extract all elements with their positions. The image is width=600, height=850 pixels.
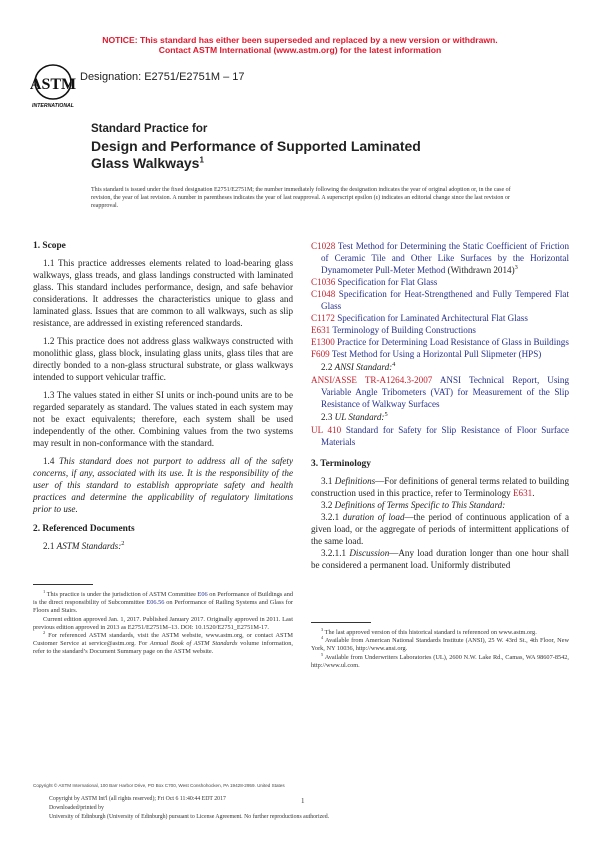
ref-title[interactable]: ANSI Technical Report, Using Variable Angle Tribometers (VAT) for Measurement of the Slip Resistance of Walkway Surfaces [321,375,569,409]
para-1-1: 1.1 This practice addresses elements related to load-bearing glass walkways, glass treads, and glass landings constructed with laminated glass. This standard includes performance, design, and safe behavior considerations. It addresses the characteristics unique to glass and laminated glass. Issues that are common to all walkways, such as slip resistance, are addressed in existing referenced standards. [33,258,293,328]
page-number: 1 [301,797,305,805]
para-num: 3.2.1.1 [321,548,347,558]
fn-text: The last approved version of this historical standard is referenced on www.astm.org. [324,629,537,636]
ref-code[interactable]: C1172 [311,313,335,323]
fn-text: on Performance of Railing Systems and Glass for Floors and Stairs. [33,599,294,615]
fn-text: This practice is under the jurisdiction of ASTM Committee [46,591,198,598]
footnote-2: $^2$ For referenced ASTM standards, visit the ASTM website, www.astm.org, or contact ASTM Customer Service at service@astm.org. For Annual Book of ASTM Standards volume information, refer to the standard’s Document Summary page on the ASTM website. [33,629,294,656]
astm-reference-item[interactable] [311,312,569,324]
para-text: —For definitions of general terms related to building construction used in this practice, refer to Terminology [311,476,569,498]
document-title [91,122,421,172]
footnote-ref[interactable]: 5 [384,410,388,418]
ref-code[interactable]: E1300 [311,337,335,347]
ref-code[interactable]: C1036 [311,277,336,287]
para-1-3: 1.3 The values stated in either SI units or inch-pound units are to be regarded separately as standard. The values stated in each system may not be exact equivalents; therefore, each system shall be used independently of the other. Combining values from the two systems may result in non-conformance with the standard. [33,390,293,448]
footnote-3: $^3$ The last approved version of this historical standard is referenced on www.astm.org. [321,626,537,636]
para-1-2: 1.2 This practice does not address glass walkways constructed with monolithic glass, glass block, insulating glass units, glass tiles that are directly bonded to a non-glass structural substrate, or glass walkways intended to support vehicular traffic. [33,336,293,382]
para-num: 3.2 [321,500,333,510]
para-num: 3.1 [321,476,333,486]
para-text: —Any load duration longer than one hour shall be considered a permanent load. Uniformly distributed [311,548,569,570]
left-column [33,240,293,558]
para-num: 1.4 [43,456,55,466]
footnote-1: $^1$ This practice is under the jurisdiction of ASTM Committee E06 on Performance of Buildings and is the direct responsibility of Subcommittee E06.56 on Performance of Railing Systems and Glass for Floors and Stairs. [33,588,294,615]
footnote-rule [33,584,93,585]
fn-text: volume information, refer to the standard’s Document Summary page on the ASTM website. [33,640,294,656]
title-footnote-ref[interactable]: 1 [199,155,204,165]
footnote-4: $^4$ Available from American National Standards Institute (ANSI), 25 W. 43rd St., 4th Floor, New York, NY 10036, http://www.ansi.org. [311,635,570,653]
title-subtitle: Standard Practice for [91,123,208,135]
section-2-heading: 2. Referenced Documents [33,524,135,534]
footnote-ref[interactable]: 4 [392,360,396,368]
footnotes-left [33,584,293,657]
astm-reference-list [311,240,569,360]
ul-standard-heading [311,411,569,423]
para-text: UL Standard: [334,412,385,422]
title-main [91,138,421,172]
footnote-rule [311,622,371,623]
footnotes-right [311,622,569,670]
ref-title[interactable]: Test Method for Determining the Static Coefficient of Friction of Ceramic Tile and Other Like Surfaces by the Horizontal Dynamometer Pull-Meter Method [321,241,569,275]
ansi-standard-heading [311,361,569,373]
notice-line-1: NOTICE: This standard has either been superseded and replaced by a new version or withdrawn. [102,35,498,45]
ul-reference[interactable] [311,424,569,448]
para-num: 2.3 [321,412,333,422]
astm-reference-item[interactable] [311,336,569,348]
footnote-ref[interactable]: 2 [121,539,125,547]
para-3-2-1 [311,511,569,547]
ref-code[interactable]: C1048 [311,289,336,299]
ref-title[interactable]: Practice for Determining Load Resistance of Glass in Buildings [337,337,569,347]
svg-text:ASTM: ASTM [30,76,76,93]
footnote-ref[interactable]: 3 [514,263,518,271]
ref-code[interactable]: F609 [311,349,330,359]
term: Definitions [334,476,376,486]
download-line-3: University of Edinburgh (University of Edinburgh) pursuant to License Agreement. No further reproductions authorized. [49,814,330,820]
para-1-4 [33,455,293,515]
ref-title[interactable]: Specification for Laminated Architectural Flat Glass [337,313,528,323]
footnote-1-edition: Current edition approved Jan. 1, 2017. Published January 2017. Originally approved in 2011. Last previous edition approved in 2013 as E2751/E2751M–13. DOI: 10.1520/E2751_E2751M-17. [33,615,293,631]
para-num: 3.2.1 [321,512,340,522]
para-text: ANSI Standard: [334,362,393,372]
term: Discussion [349,548,390,558]
section-3-heading: 3. Terminology [311,459,371,469]
astm-reference-item[interactable] [311,324,569,336]
designation: Designation: E2751/E2751M – 17 [80,71,245,83]
supersede-notice [0,35,600,55]
download-info [49,795,329,822]
ansi-reference[interactable] [311,374,569,410]
ref-title[interactable]: Standard for Safety for Slip Resistance of Floor Surface Materials [321,425,569,447]
astm-reference-item[interactable] [311,276,569,288]
footnote-5: $^5$ Available from Underwriters Laboratories (UL), 2600 N.W. Lake Rd., Camas, WA 98607-8542, http://www.ul.com. [311,651,569,669]
term: duration of load [342,512,405,522]
section-1-heading: 1. Scope [33,241,66,251]
fn-text: on Performance of Buildings and is the direct responsibility of Subcommittee [33,591,293,607]
para-text: Definitions of Terms Specific to This Standard: [334,500,506,510]
notice-line-2: Contact ASTM International (www.astm.org) for the latest information [158,45,442,55]
fn-text: Available from Underwriters Laboratories (UL), 2600 N.W. Lake Rd., Camas, WA 98607-8542, http://www.ul.com. [311,653,569,669]
astm-reference-item[interactable] [311,288,569,312]
ref-suffix: (Withdrawn 2014) [445,265,515,275]
para-text: This standard does not purport to address all of the safety concerns, if any, associated with its use. It is the responsibility of the user of this standard to establish appropriate safety and health practices and determine the applicability of regulatory limitations prior to use. [33,456,293,514]
link-e631[interactable]: E631 [512,488,533,498]
ref-title[interactable]: Terminology of Building Constructions [332,325,476,335]
ref-title[interactable]: Test Method for Using a Horizontal Pull Slipmeter (HPS) [331,349,542,359]
ref-code[interactable]: ANSI/ASSE TR-A1264.3-2007 [311,375,433,385]
para-text: —the period of continuous application of a given load, or the aggregate of periods of intermittent applications of the same load. [311,512,569,546]
para-num: 2.1 [43,541,55,551]
svg-text:INTERNATIONAL: INTERNATIONAL [32,103,74,109]
issue-note: This standard is issued under the fixed designation E2751/E2751M; the number immediately following the designation indicates the year of original adoption or, in the case of revision, the year of last revision. A number in parentheses indicates the year of last reapproval. A superscript epsilon (ε) indicates an editorial change since the last revision or reapproval. [91,187,511,209]
download-line-2: Downloaded/printed by [49,805,104,811]
ref-code[interactable]: E631 [311,325,331,335]
ref-title[interactable]: Specification for Heat-Strengthened and Fully Tempered Flat Glass [321,289,569,311]
download-line-1: Copyright by ASTM Int'l (all rights reserved); Fri Oct 6 11:40:44 EDT 2017 [49,796,226,802]
astm-logo-icon [30,62,76,110]
para-3-1: 3.1 Definitions—For definitions of general terms related to building construction used in this practice, refer to Terminology E631. [311,476,569,498]
para-3-2 [311,499,569,511]
ref-code[interactable]: UL 410 [311,425,342,435]
para-text: ASTM Standards: [56,541,122,551]
para-2-1 [33,540,293,552]
link-e06[interactable]: E06 [197,591,208,598]
fn-italic: Annual Book of ASTM Standards [149,640,238,648]
fn-text: Available from American National Standards Institute (ANSI), 25 W. 43rd St., 4th Floor, New York, NY 10036, http://www.ansi.org. [311,637,570,653]
astm-reference-item[interactable] [311,348,569,360]
para-3-2-1-1 [311,547,569,571]
right-column [311,240,569,577]
ref-title[interactable]: Specification for Flat Glass [337,277,438,287]
copyright-line: Copyright © ASTM International, 100 Barr Harbor Drive, PO Box C700, West Conshohocken, PA 19428-2959. United States [33,783,285,788]
link-e06-56[interactable]: E06.56 [146,599,165,607]
para-num: 2.2 [321,362,333,372]
fn-text: For referenced ASTM standards, visit the ASTM website, www.astm.org, or contact ASTM Customer Service at service@astm.org. For [33,632,294,648]
title-main-text: Design and Performance of Supported Laminated Glass Walkways [91,138,421,171]
astm-reference-item[interactable] [311,240,569,276]
ref-code[interactable]: C1028 [311,241,336,251]
